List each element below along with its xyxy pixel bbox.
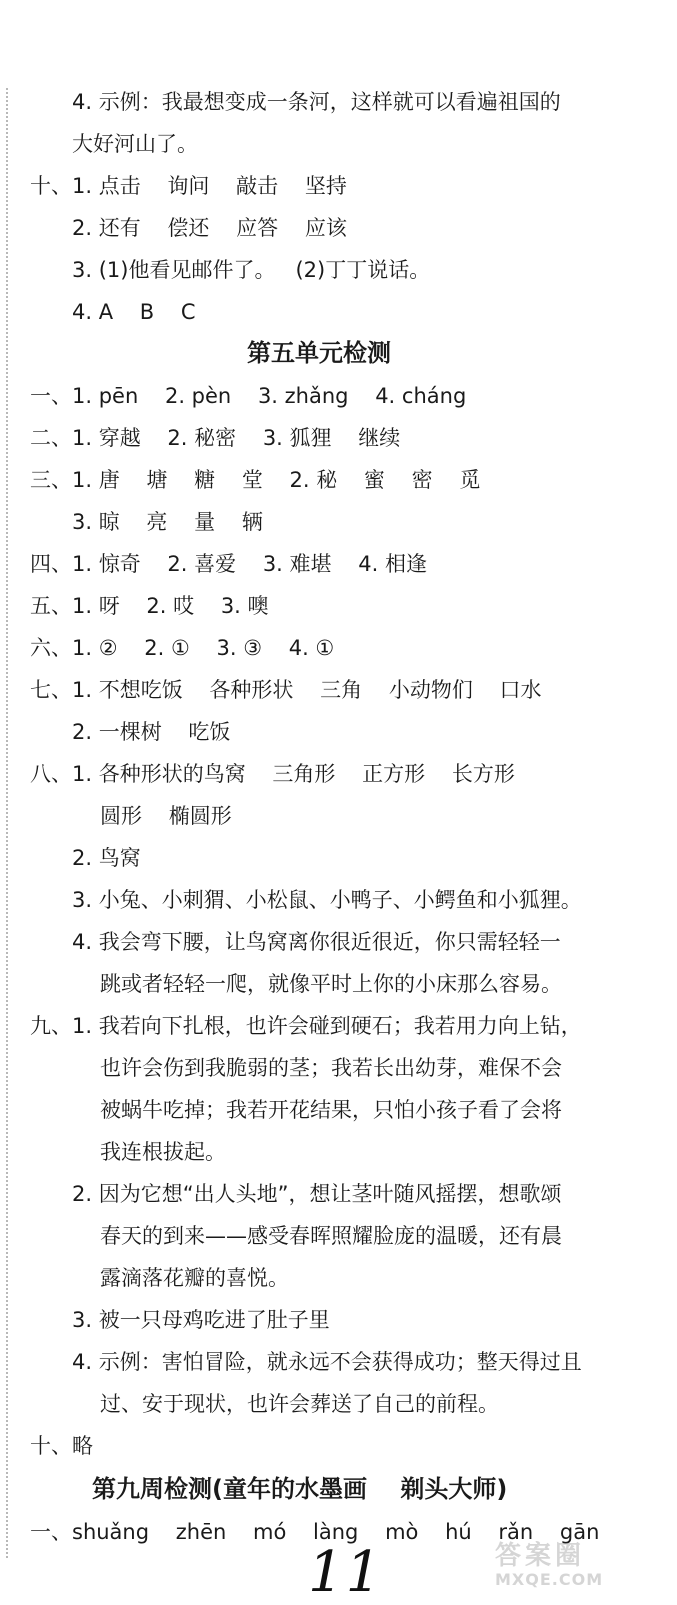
unit-five-title: 第五单元检测 [247, 339, 391, 367]
section-ten: 十、略 [30, 1434, 93, 1458]
answer-line: 3. 被一只母鸡吃进了肚子里 [72, 1308, 330, 1332]
section-six: 六、1. ② 2. ① 3. ③ 4. ① [30, 636, 335, 660]
section-two: 二、1. 穿越 2. 秘密 3. 狐狸 继续 [30, 426, 401, 450]
answer-line: 2. 因为它想“出人头地”，想让茎叶随风摇摆，想歌颂 [72, 1182, 562, 1206]
section-ten-q1: 十、1. 点击 询问 敲击 坚持 [30, 174, 347, 198]
page-number: 11 [308, 1540, 384, 1605]
binding-margin-dots [6, 88, 8, 1558]
answer-line: 2. 鸟窝 [72, 846, 141, 870]
watermark-logo-text: 答案圈 [495, 1541, 586, 1571]
section-five: 五、1. 呀 2. 哎 3. 噢 [30, 594, 269, 618]
answer-line: 我连根拔起。 [100, 1140, 226, 1164]
answer-line: 3. (1)他看见邮件了。 (2)丁丁说话。 [72, 258, 431, 282]
section-three: 三、1. 唐 塘 糖 堂 2. 秘 蜜 密 觅 [30, 468, 481, 492]
section-eight: 八、1. 各种形状的鸟窝 三角形 正方形 长方形 [30, 762, 515, 786]
answer-line: 跳或者轻轻一爬，就像平时上你的小床那么容易。 [100, 972, 562, 996]
answer-line: 2. 一棵树 吃饭 [72, 720, 231, 744]
answer-line: 圆形 椭圆形 [100, 804, 232, 828]
answer-line: 4. 示例：我最想变成一条河，这样就可以看遍祖国的 [72, 90, 561, 114]
answer-line: 3. 晾 亮 量 辆 [72, 510, 263, 534]
answer-line: 2. 还有 偿还 应答 应该 [72, 216, 347, 240]
week-nine-title: 第九周检测(童年的水墨画 剃头大师) [92, 1475, 508, 1503]
section-nine: 九、1. 我若向下扎根，也许会碰到硬石；我若用力向上钻， [30, 1014, 582, 1038]
answer-line: 春天的到来——感受春晖照耀脸庞的温暖，还有晨 [100, 1224, 562, 1248]
site-watermark [495, 1535, 665, 1595]
section-four: 四、1. 惊奇 2. 喜爱 3. 难堪 4. 相逢 [30, 552, 427, 576]
section-one-pinyin: 一、1. pēn 2. pèn 3. zhǎng 4. cháng [30, 384, 467, 408]
section-seven: 七、1. 不想吃饭 各种形状 三角 小动物们 口水 [30, 678, 542, 702]
answer-line: 4. 示例：害怕冒险，就永远不会获得成功；整天得过且 [72, 1350, 582, 1374]
answer-line: 过、安于现状，也许会葬送了自己的前程。 [100, 1392, 499, 1416]
answer-line: 露滴落花瓣的喜悦。 [100, 1266, 289, 1290]
answer-line: 被蜗牛吃掉；我若开花结果，只怕小孩子看了会将 [100, 1098, 562, 1122]
watermark-url: MXQE.COM [495, 1570, 604, 1589]
answer-line: 4. A B C [72, 300, 196, 324]
pinyin-answer-line: 一、shuǎng zhēn mó làng mò hú rǎn gān [30, 1520, 600, 1544]
answer-line: 也许会伤到我脆弱的茎；我若长出幼芽，难保不会 [100, 1056, 562, 1080]
answer-line: 大好河山了。 [72, 132, 198, 156]
answer-line: 4. 我会弯下腰，让鸟窝离你很近很近，你只需轻轻一 [72, 930, 561, 954]
answer-line: 3. 小兔、小刺猬、小松鼠、小鸭子、小鳄鱼和小狐狸。 [72, 888, 582, 912]
